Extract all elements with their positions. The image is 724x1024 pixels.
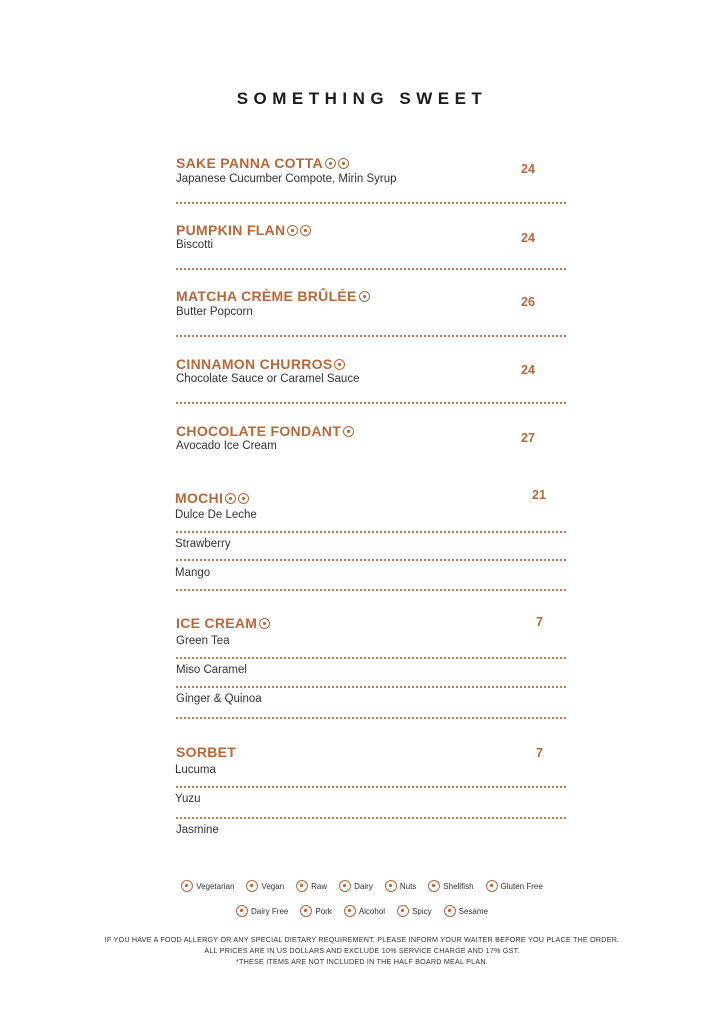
flavor-item: Jasmine (176, 824, 219, 836)
legend-item (181, 880, 234, 892)
alcohol-icon (344, 905, 356, 917)
nuts-icon (287, 225, 298, 236)
sorbet-price: 7 (536, 746, 543, 760)
menu-item-price: 27 (521, 431, 535, 445)
legend-item (300, 905, 331, 917)
divider (176, 657, 566, 659)
dairy-icon (334, 359, 345, 370)
divider (176, 786, 566, 788)
menu-title: SOMETHING SWEET (236, 89, 488, 108)
legend-item (344, 905, 385, 917)
flavor-item: Mango (175, 567, 211, 579)
vegetarian-icon (181, 880, 193, 892)
menu-item-price: 24 (521, 231, 535, 245)
divider (176, 335, 566, 337)
item-name-text: SORBET (176, 744, 237, 760)
legend-item (444, 905, 488, 917)
dairy-free-icon (236, 905, 248, 917)
gluten-free-icon (486, 880, 498, 892)
raw-icon (296, 880, 308, 892)
dairy-icon (339, 880, 351, 892)
legend-label: Raw (311, 881, 328, 891)
legend-row (0, 905, 724, 917)
menu-item-desc: Chocolate Sauce or Caramel Sauce (176, 373, 360, 385)
legend-row (0, 880, 724, 892)
divider (176, 202, 566, 204)
legend-label: Vegan (261, 881, 285, 891)
item-name-text: MATCHA CRÈME BRÛLÉE (176, 288, 357, 304)
dairy-icon (225, 493, 236, 504)
divider (176, 268, 566, 270)
divider (176, 559, 566, 561)
menu-item-desc: Japanese Cucumber Compote, Mirin Syrup (176, 173, 397, 185)
dairy-icon (259, 618, 270, 629)
legend-label: Nuts (399, 881, 417, 891)
legend-label: Dairy Free (251, 906, 289, 916)
menu-item-name (176, 423, 354, 439)
flavor-item: Lucuma (175, 764, 216, 776)
divider (176, 817, 566, 819)
divider (176, 402, 566, 404)
item-name-text: ICE CREAM (176, 615, 258, 631)
flavor-item: Ginger & Quinoa (176, 693, 262, 705)
flavor-item: Miso Caramel (176, 664, 247, 676)
flavor-item: Green Tea (176, 635, 230, 647)
shellfish-icon (428, 880, 440, 892)
menu-item-name (176, 288, 370, 304)
menu-item-desc: Butter Popcorn (176, 306, 253, 318)
dairy-icon (359, 291, 370, 302)
flavor-item: Yuzu (175, 793, 201, 805)
item-name-text: CINNAMON CHURROS (176, 356, 333, 372)
legend-item (296, 880, 327, 892)
legend-label: Sesame (458, 906, 488, 916)
menu-item-name (176, 155, 349, 171)
allergy-notice: IF YOU HAVE A FOOD ALLERGY OR ANY SPECIAL DIETARY REQUIREMENT, PLEASE INFORM YOUR WAITER BEFORE YOU PLACE THE ORDER. (104, 935, 620, 944)
flavor-item: Dulce De Leche (175, 509, 257, 521)
menu-item-name (176, 356, 345, 372)
legend-item (246, 880, 284, 892)
divider (176, 717, 566, 719)
legend-label: Alcohol (358, 906, 386, 916)
legend-item (397, 905, 432, 917)
sesame-icon (444, 905, 456, 917)
divider (176, 589, 566, 591)
item-name-text: CHOCOLATE FONDANT (176, 423, 342, 439)
divider (176, 531, 566, 533)
vegan-icon (246, 880, 258, 892)
legend-item (428, 880, 473, 892)
item-name-text: SAKE PANNA COTTA (176, 155, 323, 171)
legend-item (486, 880, 543, 892)
alcohol-icon (338, 158, 349, 169)
dairy-icon (300, 225, 311, 236)
nuts-icon (238, 493, 249, 504)
mochi-name (175, 490, 249, 506)
item-name-text: MOCHI (175, 490, 224, 506)
legend-item (339, 880, 373, 892)
item-name-text: PUMPKIN FLAN (176, 222, 286, 238)
legend-item (236, 905, 288, 917)
legend-label: Pork (315, 906, 332, 916)
menu-item-desc: Biscotti (176, 239, 214, 251)
legend-label: Spicy (412, 906, 432, 916)
divider (176, 686, 566, 688)
legend-label: Shellfish (443, 881, 474, 891)
nuts-icon (385, 880, 397, 892)
sorbet-name (176, 744, 236, 760)
legend-label: Gluten Free (500, 881, 543, 891)
dairy-icon (343, 426, 354, 437)
menu-item-price: 24 (521, 363, 535, 377)
pork-icon (300, 905, 312, 917)
ice-cream-price: 7 (536, 615, 543, 629)
dairy-icon (325, 158, 336, 169)
legend-label: Dairy (354, 881, 373, 891)
mochi-price: 21 (532, 488, 546, 502)
menu-item-name (176, 222, 311, 238)
price-notice: ALL PRICES ARE IN US DOLLARS AND EXCLUDE 10% SERVICE CHARGE AND 17% GST. (204, 946, 520, 955)
menu-item-price: 26 (521, 295, 535, 309)
legend-item (385, 880, 416, 892)
legend-label: Vegetarian (196, 881, 235, 891)
menu-item-desc: Avocado Ice Cream (176, 440, 277, 452)
menu-item-price: 24 (521, 162, 535, 176)
meal-plan-notice: *THESE ITEMS ARE NOT INCLUDED IN THE HALF BOARD MEAL PLAN. (236, 957, 488, 966)
flavor-item: Strawberry (175, 538, 231, 550)
spicy-icon (397, 905, 409, 917)
ice-cream-name (176, 615, 270, 631)
